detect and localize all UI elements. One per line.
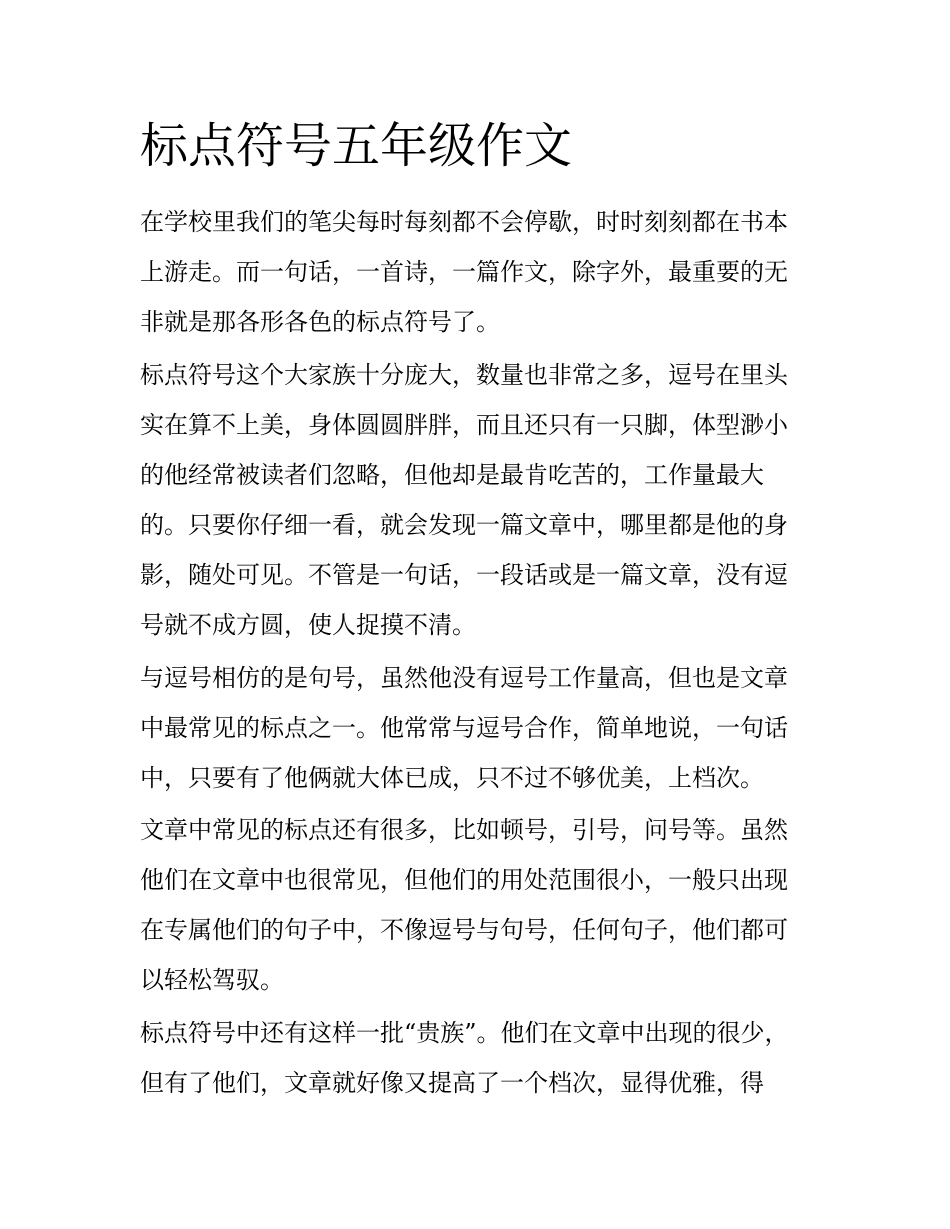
text-line: 标点符号这个大家族十分庞大，数量也非常之多，逗号在里头 [140,361,788,389]
text-line: 标点符号中还有这样一批“贵族”。他们在文章中出现的很少， [140,1019,789,1047]
text-line: 实在算不上美，身体圆圆胖胖，而且还只有一只脚，体型渺小 [140,411,788,439]
text-line: 在专属他们的句子中，不像逗号与句号，任何句子，他们都可 [140,916,788,944]
text-line: 影，随处可见。不管是一句话，一段话或是一篇文章，没有逗 [140,561,788,589]
text-line: 他们在文章中也很常见，但他们的用处范围很小，一般只出现 [140,866,788,894]
document-title: 标点符号五年级作文 [140,118,573,174]
text-line: 文章中常见的标点还有很多，比如顿号，引号，问号等。虽然 [140,816,788,844]
text-line: 号就不成方圆，使人捉摸不清。 [140,611,476,639]
text-line: 与逗号相仿的是句号，虽然他没有逗号工作量高，但也是文章 [140,664,788,692]
text-line: 上游走。而一句话，一首诗，一篇作文，除字外，最重要的无 [140,258,788,286]
text-line: 非就是那各形各色的标点符号了。 [140,308,500,336]
text-line: 中，只要有了他俩就大体已成，只不过不够优美，上档次。 [140,764,764,792]
text-line: 的。只要你仔细一看，就会发现一篇文章中，哪里都是他的身 [140,511,788,539]
text-line: 的他经常被读者们忽略，但他却是最肯吃苦的，工作量最大 [140,461,764,489]
text-line: 在学校里我们的笔尖每时每刻都不会停歇，时时刻刻都在书本 [140,208,788,236]
text-line: 以轻松驾驭。 [140,966,284,994]
text-line: 但有了他们，文章就好像又提高了一个档次，显得优雅，得 [140,1069,764,1097]
text-line: 中最常见的标点之一。他常常与逗号合作，简单地说，一句话 [140,714,788,742]
